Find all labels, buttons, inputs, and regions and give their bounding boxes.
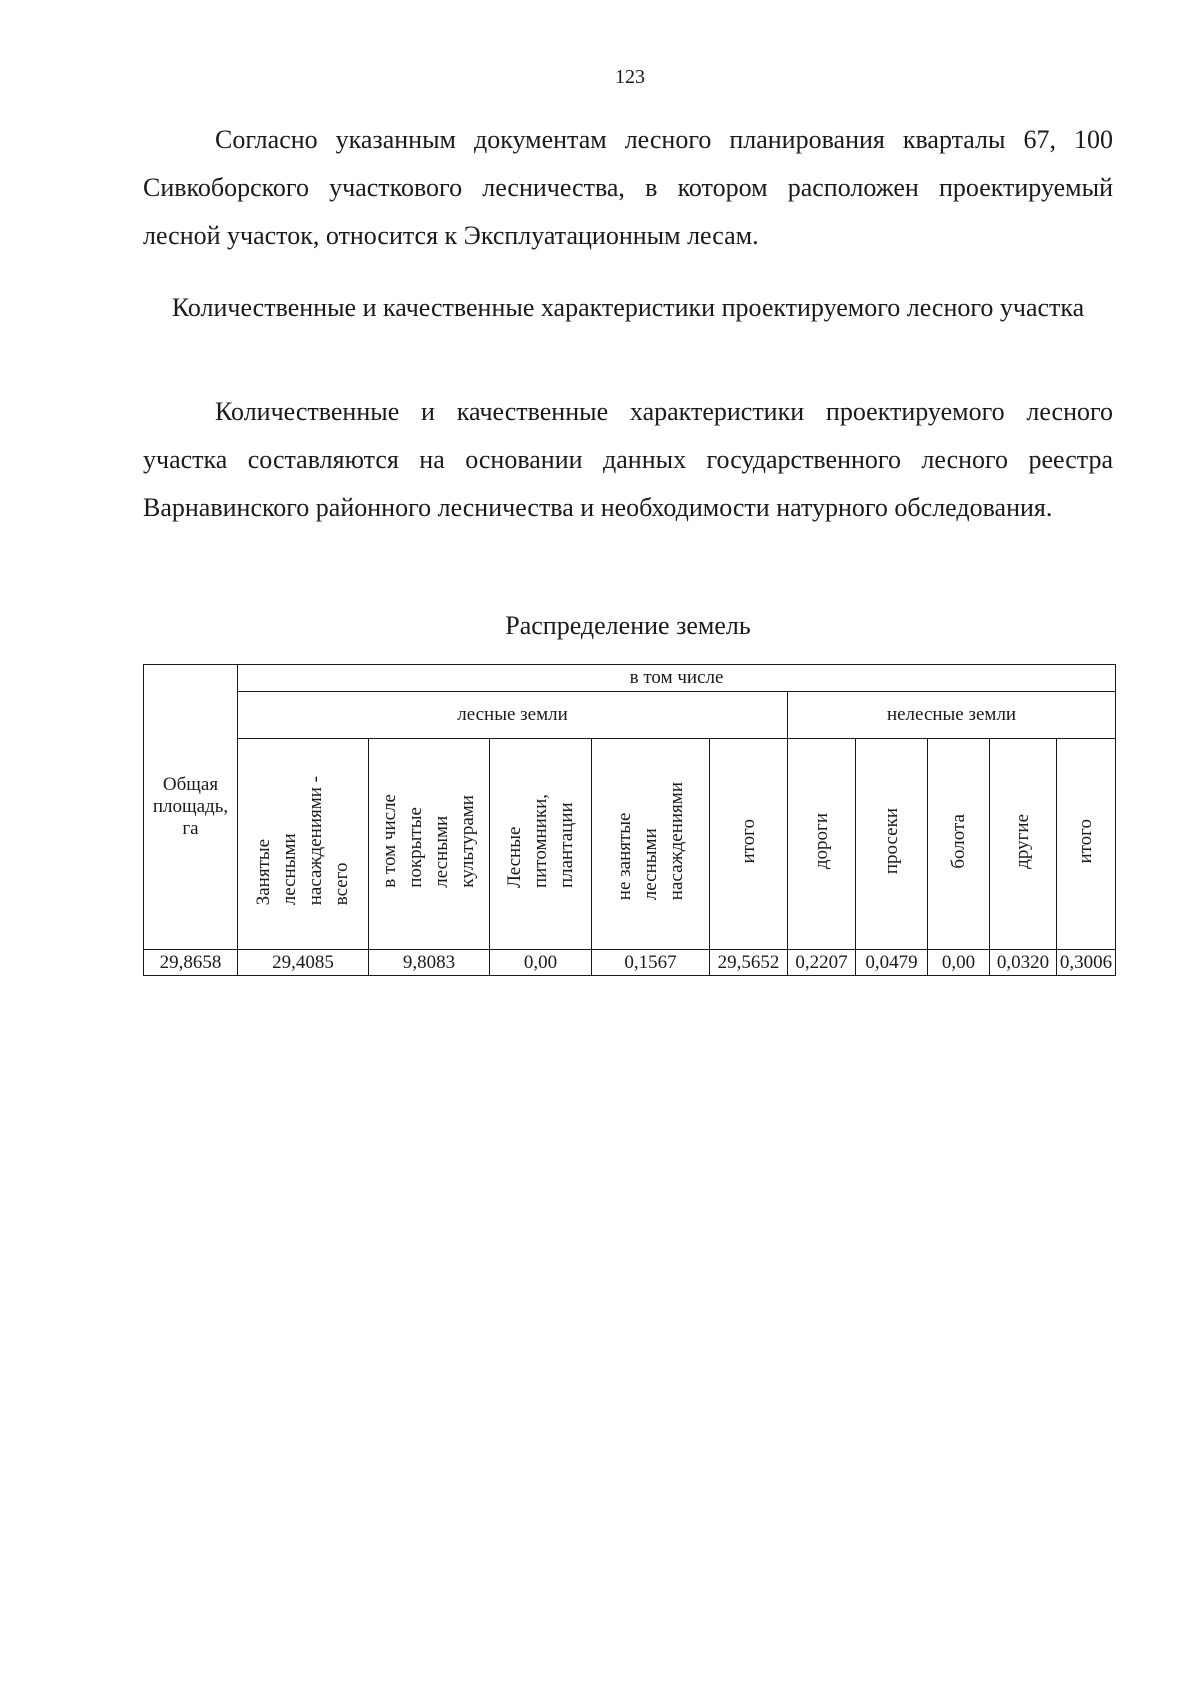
- col-header-roads: [788, 739, 856, 950]
- cell-clearings: 0,0479: [856, 950, 928, 976]
- cell-cultures: 9,8083: [369, 950, 490, 976]
- col-header-nonforest-total: [1057, 739, 1116, 950]
- cell-occupied: 29,4085: [238, 950, 369, 976]
- cell-nurseries: 0,00: [490, 950, 592, 976]
- col-header-clearings-text: просеки: [880, 807, 902, 875]
- col-header-swamps: [928, 739, 990, 950]
- col-header-cultures-text: в том числе покрытые лесными культурами: [379, 794, 478, 888]
- col-header-forest-total: [710, 739, 788, 950]
- cell-total-area: 29,8658: [144, 950, 238, 976]
- col-header-not-occupied-text: не занятые лесными насаждениями: [613, 781, 687, 901]
- cell-nonforest-total: 0,3006: [1057, 950, 1116, 976]
- col-header-other: [990, 739, 1057, 950]
- col-header-cultures: [369, 739, 490, 950]
- forest-lands-header: лесные земли: [238, 692, 788, 739]
- section-heading: Количественные и качественные характеристики проектируемого лесного участка: [171, 293, 1085, 322]
- cell-not-occupied: 0,1567: [592, 950, 710, 976]
- col-header-clearings: [856, 739, 928, 950]
- table-row: [144, 950, 1116, 976]
- col-header-nurseries: [490, 739, 592, 950]
- cell-other: 0,0320: [990, 950, 1057, 976]
- cell-forest-total: 29,5652: [710, 950, 788, 976]
- cell-roads: 0,2207: [788, 950, 856, 976]
- col-header-other-text: другие: [1012, 813, 1033, 869]
- land-distribution-table: [143, 664, 1116, 976]
- nonforest-lands-header: нелесные земли: [788, 692, 1116, 739]
- col-header-roads-text: дороги: [810, 812, 832, 870]
- col-header-occupied-text: Занятые лесными насаждениями - всего: [253, 776, 352, 906]
- col-header-nurseries-text: Лесные питомники, плантации: [503, 793, 577, 889]
- col-header-swamps-text: болота: [947, 813, 969, 869]
- total-area-header: [144, 665, 238, 950]
- cell-swamps: 0,00: [928, 950, 990, 976]
- paragraph-characteristics: Количественные и качественные характеристики проектируемого лесного участка составляются на основании данных государственного лесного реестра Варнавинского районного лесничества и необходимости натурного обследования.: [143, 397, 1113, 522]
- page-number: 123: [615, 66, 645, 88]
- col-header-occupied: [238, 739, 369, 950]
- total-area-header-text: Общая площадь, га: [152, 774, 229, 839]
- col-header-forest-total-text: итого: [737, 818, 759, 864]
- col-header-not-occupied: [592, 739, 710, 950]
- table-title: Распределение земель: [505, 611, 751, 640]
- including-header: в том числе: [238, 665, 1116, 692]
- paragraph-forest-planning: Согласно указанным документам лесного планирования кварталы 67, 100 Сивкоборского участкового лесничества, в котором расположен проектируемый лесной участок, относится к Эксплуатационным лесам.: [143, 125, 1113, 250]
- col-header-nonforest-total-text: итого: [1075, 818, 1097, 864]
